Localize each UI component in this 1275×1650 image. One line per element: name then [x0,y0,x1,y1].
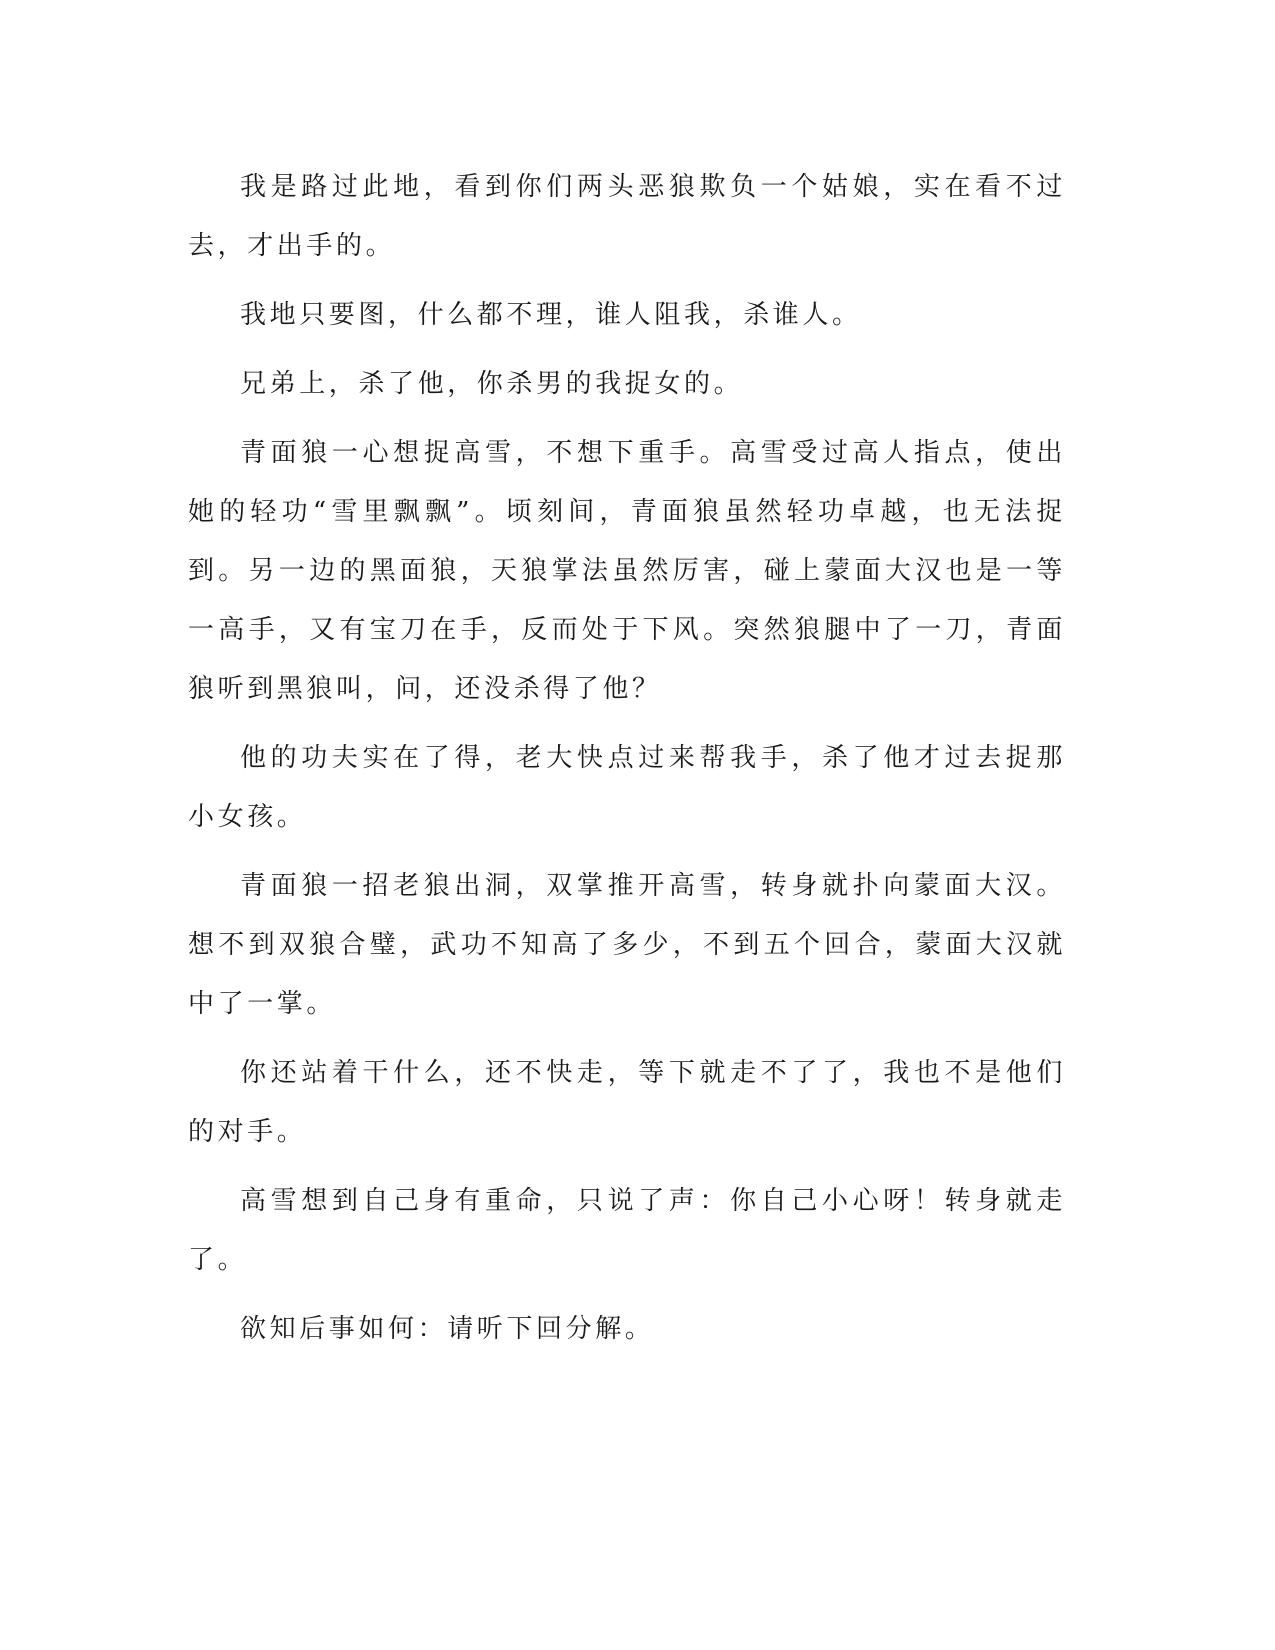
paragraph: 高雪想到自己身有重命，只说了声：你自己小心呀！转身就走了。 [188,1186,1066,1275]
document-body [188,158,1066,1369]
paragraph: 我地只要图，什么都不理，谁人阻我，杀谁人。 [240,300,862,330]
paragraph: 你还站着干什么，还不快走，等下就走不了了，我也不是他们的对手。 [188,1058,1066,1147]
paragraph: 我是路过此地，看到你们两头恶狼欺负一个姑娘，实在看不过去，才出手的。 [188,172,1066,261]
paragraph: 兄弟上，杀了他，你杀男的我捉女的。 [240,369,744,399]
paragraph: 青面狼一心想捉高雪，不想下重手。高雪受过高人指点，使出她的轻功“雪里飘飘”。顷刻间，青面狼虽然轻功卓越，也无法捉到。另一边的黑面狼，天狼掌法虽然厉害，碰上蒙面大汉也是一等一高手，又有宝刀在手，反而处于下风。突然狼腿中了一刀，青面狼听到黑狼叫，问，还没杀得了他？ [188,438,1066,704]
paragraph: 青面狼一招老狼出洞，双掌推开高雪，转身就扑向蒙面大汉。想不到双狼合璧，武功不知高了多少，不到五个回合，蒙面大汉就中了一掌。 [188,871,1066,1019]
paragraph: 欲知后事如何：请听下回分解。 [240,1314,655,1344]
paragraph: 他的功夫实在了得，老大快点过来帮我手，杀了他才过去捉那小女孩。 [188,743,1066,832]
